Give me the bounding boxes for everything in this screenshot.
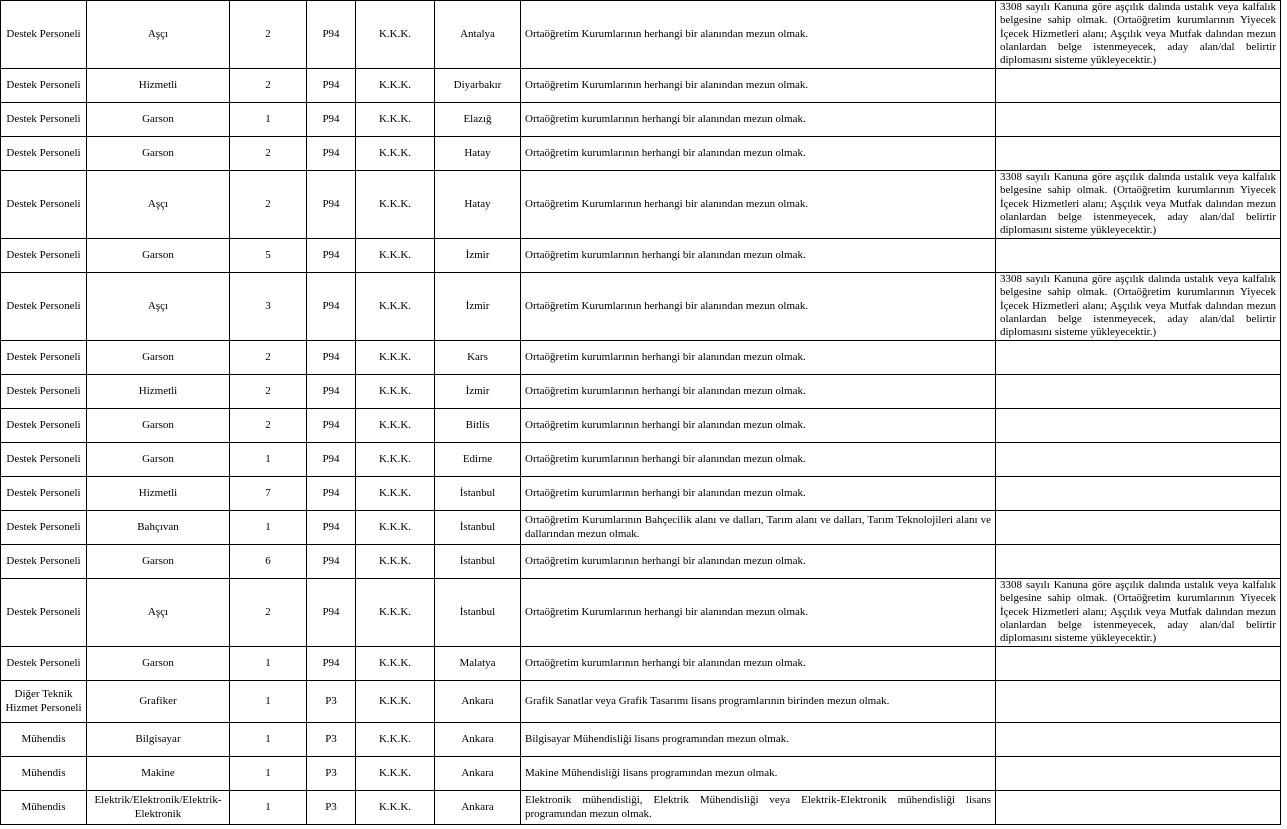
puan-turu-cell: P94 xyxy=(307,69,356,103)
il-cell: Kars xyxy=(435,341,521,375)
adet-cell: 2 xyxy=(230,1,307,69)
aciklama-cell xyxy=(996,69,1281,103)
nitelik-cell: Elektronik mühendisliği, Elektrik Mühendisliği veya Elektrik-Elektronik mühendisliği lisans programından mezun olmak. xyxy=(521,791,996,825)
puan-turu-cell: P94 xyxy=(307,409,356,443)
adet-cell: 2 xyxy=(230,409,307,443)
table-row xyxy=(1,681,1281,723)
nitelik-cell: Ortaöğretim kurumlarının herhangi bir alanından mezun olmak. xyxy=(521,375,996,409)
aciklama-cell xyxy=(996,681,1281,723)
pozisyon-cell: Garson xyxy=(87,647,230,681)
aciklama-cell xyxy=(996,137,1281,171)
unvan-cell: Destek Personeli xyxy=(1,375,87,409)
adet-cell: 1 xyxy=(230,723,307,757)
puan-turu-cell: P94 xyxy=(307,647,356,681)
pozisyon-cell: Bahçıvan xyxy=(87,511,230,545)
nitelik-cell: Ortaöğretim kurumlarının herhangi bir alanından mezun olmak. xyxy=(521,647,996,681)
unvan-cell: Destek Personeli xyxy=(1,341,87,375)
table-row xyxy=(1,647,1281,681)
il-cell: Bitlis xyxy=(435,409,521,443)
aciklama-cell: 3308 sayılı Kanuna göre aşçılık dalında ustalık veya kalfalık belgesine sahip olmak. (Ortaöğretim kurumlarının Yiyecek İçecek Hizmetleri alanı; Aşçılık veya Mutfak dalından mezun olanlardan belge istenmeyecek, aday alan/dal belirtir diplomasını sisteme yükleyecektir.) xyxy=(996,273,1281,341)
puan-turu-cell: P94 xyxy=(307,239,356,273)
nitelik-cell: Grafik Sanatlar veya Grafik Tasarımı lisans programlarının birinden mezun olmak. xyxy=(521,681,996,723)
unvan-cell: Destek Personeli xyxy=(1,137,87,171)
kontenjan-cell: K.K.K. xyxy=(356,273,435,341)
adet-cell: 2 xyxy=(230,69,307,103)
adet-cell: 2 xyxy=(230,579,307,647)
aciklama-cell xyxy=(996,477,1281,511)
kontenjan-cell: K.K.K. xyxy=(356,137,435,171)
table-row xyxy=(1,477,1281,511)
pozisyon-cell: Aşçı xyxy=(87,273,230,341)
table-row xyxy=(1,1,1281,69)
pozisyon-cell: Garson xyxy=(87,103,230,137)
unvan-cell: Destek Personeli xyxy=(1,1,87,69)
kontenjan-cell: K.K.K. xyxy=(356,647,435,681)
kontenjan-cell: K.K.K. xyxy=(356,545,435,579)
nitelik-cell: Ortaöğretim kurumlarının herhangi bir alanından mezun olmak. xyxy=(521,443,996,477)
kontenjan-cell: K.K.K. xyxy=(356,791,435,825)
unvan-cell: Destek Personeli xyxy=(1,443,87,477)
aciklama-cell: 3308 sayılı Kanuna göre aşçılık dalında ustalık veya kalfalık belgesine sahip olmak. (Ortaöğretim kurumlarının Yiyecek İçecek Hizmetleri alanı; Aşçılık veya Mutfak dalından mezun olanlardan belge istenmeyecek, aday alan/dal belirtir diplomasını sisteme yükleyecektir.) xyxy=(996,1,1281,69)
puan-turu-cell: P94 xyxy=(307,511,356,545)
il-cell: İzmir xyxy=(435,375,521,409)
unvan-cell: Mühendis xyxy=(1,757,87,791)
il-cell: Ankara xyxy=(435,757,521,791)
il-cell: Hatay xyxy=(435,137,521,171)
aciklama-cell xyxy=(996,545,1281,579)
puan-turu-cell: P94 xyxy=(307,341,356,375)
unvan-cell: Destek Personeli xyxy=(1,647,87,681)
aciklama-cell xyxy=(996,443,1281,477)
nitelik-cell: Makine Mühendisliği lisans programından mezun olmak. xyxy=(521,757,996,791)
adet-cell: 2 xyxy=(230,375,307,409)
unvan-cell: Destek Personeli xyxy=(1,103,87,137)
il-cell: Hatay xyxy=(435,171,521,239)
pozisyon-cell: Aşçı xyxy=(87,171,230,239)
adet-cell: 5 xyxy=(230,239,307,273)
pozisyon-cell: Elektrik/Elektronik/Elektrik-Elektronik xyxy=(87,791,230,825)
pozisyon-cell: Garson xyxy=(87,443,230,477)
unvan-cell: Destek Personeli xyxy=(1,273,87,341)
table-row xyxy=(1,791,1281,825)
puan-turu-cell: P3 xyxy=(307,757,356,791)
pozisyon-cell: Makine xyxy=(87,757,230,791)
table-row xyxy=(1,545,1281,579)
aciklama-cell xyxy=(996,409,1281,443)
puan-turu-cell: P94 xyxy=(307,477,356,511)
il-cell: İzmir xyxy=(435,239,521,273)
aciklama-cell: 3308 sayılı Kanuna göre aşçılık dalında ustalık veya kalfalık belgesine sahip olmak. (Ortaöğretim kurumlarının Yiyecek İçecek Hizmetleri alanı; Aşçılık veya Mutfak dalından mezun olanlardan belge istenmeyecek, aday alan/dal belirtir diplomasını sisteme yükleyecektir.) xyxy=(996,579,1281,647)
aciklama-cell xyxy=(996,757,1281,791)
aciklama-cell xyxy=(996,647,1281,681)
kontenjan-cell: K.K.K. xyxy=(356,69,435,103)
nitelik-cell: Ortaöğretim Kurumlarının herhangi bir alanından mezun olmak. xyxy=(521,1,996,69)
kontenjan-cell: K.K.K. xyxy=(356,443,435,477)
table-body xyxy=(1,1,1281,825)
il-cell: İstanbul xyxy=(435,477,521,511)
kontenjan-cell: K.K.K. xyxy=(356,171,435,239)
unvan-cell: Mühendis xyxy=(1,723,87,757)
aciklama-cell xyxy=(996,723,1281,757)
table-row xyxy=(1,375,1281,409)
aciklama-cell xyxy=(996,375,1281,409)
table-row xyxy=(1,341,1281,375)
pozisyon-cell: Garson xyxy=(87,341,230,375)
table-row xyxy=(1,103,1281,137)
il-cell: Malatya xyxy=(435,647,521,681)
nitelik-cell: Ortaöğretim Kurumlarının herhangi bir alanından mezun olmak. xyxy=(521,69,996,103)
il-cell: İstanbul xyxy=(435,545,521,579)
puan-turu-cell: P3 xyxy=(307,791,356,825)
pozisyon-cell: Hizmetli xyxy=(87,69,230,103)
unvan-cell: Destek Personeli xyxy=(1,477,87,511)
nitelik-cell: Ortaöğretim Kurumlarının herhangi bir alanından mezun olmak. xyxy=(521,579,996,647)
il-cell: Ankara xyxy=(435,723,521,757)
adet-cell: 1 xyxy=(230,103,307,137)
pozisyon-cell: Garson xyxy=(87,137,230,171)
il-cell: Ankara xyxy=(435,791,521,825)
il-cell: İstanbul xyxy=(435,511,521,545)
pozisyon-cell: Grafiker xyxy=(87,681,230,723)
unvan-cell: Destek Personeli xyxy=(1,545,87,579)
kontenjan-cell: K.K.K. xyxy=(356,409,435,443)
il-cell: İzmir xyxy=(435,273,521,341)
adet-cell: 7 xyxy=(230,477,307,511)
puan-turu-cell: P94 xyxy=(307,579,356,647)
nitelik-cell: Ortaöğretim Kurumlarının herhangi bir alanından mezun olmak. xyxy=(521,273,996,341)
nitelik-cell: Ortaöğretim kurumlarının herhangi bir alanından mezun olmak. xyxy=(521,103,996,137)
il-cell: Antalya xyxy=(435,1,521,69)
kontenjan-cell: K.K.K. xyxy=(356,681,435,723)
adet-cell: 1 xyxy=(230,647,307,681)
unvan-cell: Destek Personeli xyxy=(1,409,87,443)
pozisyon-cell: Garson xyxy=(87,239,230,273)
unvan-cell: Destek Personeli xyxy=(1,579,87,647)
puan-turu-cell: P94 xyxy=(307,1,356,69)
nitelik-cell: Ortaöğretim Kurumlarının Bahçecilik alanı ve dalları, Tarım alanı ve dalları, Tarım Teknolojileri alanı ve dallarından mezun olmak. xyxy=(521,511,996,545)
unvan-cell: Destek Personeli xyxy=(1,69,87,103)
nitelik-cell: Ortaöğretim kurumlarının herhangi bir alanından mezun olmak. xyxy=(521,341,996,375)
table-row xyxy=(1,137,1281,171)
adet-cell: 1 xyxy=(230,757,307,791)
adet-cell: 2 xyxy=(230,171,307,239)
nitelik-cell: Ortaöğretim kurumlarının herhangi bir alanından mezun olmak. xyxy=(521,477,996,511)
unvan-cell: Destek Personeli xyxy=(1,171,87,239)
nitelik-cell: Ortaöğretim kurumlarının herhangi bir alanından mezun olmak. xyxy=(521,137,996,171)
nitelik-cell: Ortaöğretim Kurumlarının herhangi bir alanından mezun olmak. xyxy=(521,171,996,239)
kontenjan-cell: K.K.K. xyxy=(356,1,435,69)
il-cell: Edirne xyxy=(435,443,521,477)
table-row xyxy=(1,69,1281,103)
adet-cell: 3 xyxy=(230,273,307,341)
il-cell: Ankara xyxy=(435,681,521,723)
puan-turu-cell: P3 xyxy=(307,681,356,723)
adet-cell: 1 xyxy=(230,443,307,477)
aciklama-cell xyxy=(996,239,1281,273)
adet-cell: 1 xyxy=(230,681,307,723)
puan-turu-cell: P94 xyxy=(307,103,356,137)
puan-turu-cell: P94 xyxy=(307,171,356,239)
table-row xyxy=(1,723,1281,757)
pozisyon-cell: Aşçı xyxy=(87,579,230,647)
unvan-cell: Diğer Teknik Hizmet Personeli xyxy=(1,681,87,723)
unvan-cell: Mühendis xyxy=(1,791,87,825)
kontenjan-cell: K.K.K. xyxy=(356,375,435,409)
puan-turu-cell: P94 xyxy=(307,273,356,341)
table-row xyxy=(1,443,1281,477)
kontenjan-cell: K.K.K. xyxy=(356,723,435,757)
table-row xyxy=(1,273,1281,341)
adet-cell: 1 xyxy=(230,511,307,545)
puan-turu-cell: P94 xyxy=(307,443,356,477)
nitelik-cell: Ortaöğretim kurumlarının herhangi bir alanından mezun olmak. xyxy=(521,545,996,579)
table-row xyxy=(1,511,1281,545)
aciklama-cell: 3308 sayılı Kanuna göre aşçılık dalında ustalık veya kalfalık belgesine sahip olmak. (Ortaöğretim kurumlarının Yiyecek İçecek Hizmetleri alanı; Aşçılık veya Mutfak dalından mezun olanlardan belge istenmeyecek, aday alan/dal belirtir diplomasını sisteme yükleyecektir.) xyxy=(996,171,1281,239)
unvan-cell: Destek Personeli xyxy=(1,511,87,545)
adet-cell: 6 xyxy=(230,545,307,579)
puan-turu-cell: P94 xyxy=(307,545,356,579)
aciklama-cell xyxy=(996,511,1281,545)
kontenjan-cell: K.K.K. xyxy=(356,239,435,273)
il-cell: Diyarbakır xyxy=(435,69,521,103)
kontenjan-cell: K.K.K. xyxy=(356,511,435,545)
pozisyon-cell: Bilgisayar xyxy=(87,723,230,757)
table-row xyxy=(1,239,1281,273)
table-row xyxy=(1,171,1281,239)
table-row xyxy=(1,757,1281,791)
puan-turu-cell: P94 xyxy=(307,375,356,409)
il-cell: Elazığ xyxy=(435,103,521,137)
nitelik-cell: Ortaöğretim kurumlarının herhangi bir alanından mezun olmak. xyxy=(521,239,996,273)
pozisyon-cell: Aşçı xyxy=(87,1,230,69)
table-row xyxy=(1,579,1281,647)
kontenjan-cell: K.K.K. xyxy=(356,579,435,647)
puan-turu-cell: P3 xyxy=(307,723,356,757)
table-row xyxy=(1,409,1281,443)
aciklama-cell xyxy=(996,341,1281,375)
adet-cell: 2 xyxy=(230,137,307,171)
pozisyon-cell: Garson xyxy=(87,409,230,443)
kontenjan-cell: K.K.K. xyxy=(356,757,435,791)
aciklama-cell xyxy=(996,103,1281,137)
adet-cell: 1 xyxy=(230,791,307,825)
pozisyon-cell: Hizmetli xyxy=(87,375,230,409)
pozisyon-cell: Hizmetli xyxy=(87,477,230,511)
kontenjan-cell: K.K.K. xyxy=(356,103,435,137)
nitelik-cell: Ortaöğretim kurumlarının herhangi bir alanından mezun olmak. xyxy=(521,409,996,443)
puan-turu-cell: P94 xyxy=(307,137,356,171)
adet-cell: 2 xyxy=(230,341,307,375)
kontenjan-cell: K.K.K. xyxy=(356,341,435,375)
nitelik-cell: Bilgisayar Mühendisliği lisans programından mezun olmak. xyxy=(521,723,996,757)
aciklama-cell xyxy=(996,791,1281,825)
unvan-cell: Destek Personeli xyxy=(1,239,87,273)
il-cell: İstanbul xyxy=(435,579,521,647)
kontenjan-cell: K.K.K. xyxy=(356,477,435,511)
pozisyon-cell: Garson xyxy=(87,545,230,579)
